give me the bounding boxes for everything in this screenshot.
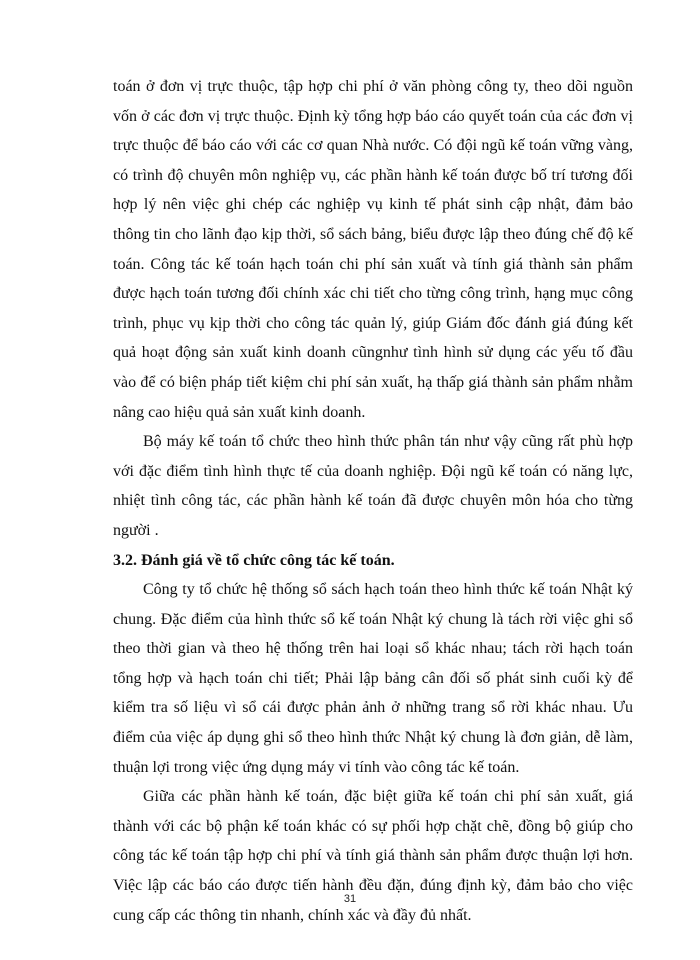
paragraph-continuation: toán ở đơn vị trực thuộc, tập hợp chi phí ở văn phòng công ty, theo dõi nguồn vốn ở các đơn vị trực thuộc. Định kỳ tổng hợp báo cáo quyết toán của các đơn vị trực thuộc để báo cáo với các cơ quan Nhà nước. Có đội ngũ kế toán vững vàng, có trình độ chuyên môn nghiệp vụ, các phần hành kế toán được bố trí tương đối hợp lý nên việc ghi chép các nghiệp vụ kinh tế phát sinh cập nhật, đảm bảo thông tin cho lãnh đạo kịp thời, sổ sách bảng, biểu được lập theo đúng chế độ kế toán. Công tác kế toán hạch toán chi phí sản xuất và tính giá thành sản phẩm được hạch toán tương đối chính xác chi tiết cho từng công trình, hạng mục công trình, phục vụ kịp thời cho công tác quản lý, giúp Giám đốc đánh giá đúng kết quả hoạt động sản xuất kinh doanh cũngnhư tình hình sử dụng các yếu tố đầu vào để có biện pháp tiết kiệm chi phí sản xuất, hạ thấp giá thành sản phẩm nhằm nâng cao hiệu quả sản xuất kinh doanh. <box>113 78 633 421</box>
paragraph-coordination: Giữa các phần hành kế toán, đặc biệt giữa kế toán chi phí sản xuất, giá thành với các bộ phận kế toán khác có sự phối hợp chặt chẽ, đồng bộ giúp cho công tác kế toán tập hợp chi phí và tính giá thành sản phẩm được thuận lợi hơn. Việc lập các báo cáo được tiến hành đều đặn, đúng định kỳ, đảm bảo cho việc cung cấp các thông tin nhanh, chính xác và đầy đủ nhất. <box>113 788 633 924</box>
page-number: 31 <box>343 893 357 905</box>
paragraph-accounting-structure: Bộ máy kế toán tổ chức theo hình thức phân tán như vậy cũng rất phù hợp với đặc điểm tình hình thực tế của doanh nghiệp. Đội ngũ kế toán có năng lực, nhiệt tình công tác, các phần hành kế toán đã được chuyên môn hóa cho từng người . <box>113 433 633 539</box>
section-heading: 3.2. Đánh giá về tổ chức công tác kế toán. <box>113 551 395 569</box>
page-body <box>113 72 633 930</box>
paragraph-journal-system: Công ty tổ chức hệ thống sổ sách hạch toán theo hình thức kế toán Nhật ký chung. Đặc điểm của hình thức sổ kế toán Nhật ký chung là tách rời việc ghi sổ theo thời gian và theo hệ thống trên hai loại sổ khác nhau; tách rời hạch toán tổng hợp và hạch toán chi tiết; Phải lập bảng cân đối số phát sinh cuối kỳ để kiểm tra số liệu vì sổ cái được phản ảnh ở những trang sổ rời khác nhau. Ưu điểm của việc áp dụng ghi sổ theo hình thức Nhật ký chung là đơn giản, dễ làm, thuận lợi trong việc ứng dụng máy vi tính vào công tác kế toán. <box>113 581 633 776</box>
